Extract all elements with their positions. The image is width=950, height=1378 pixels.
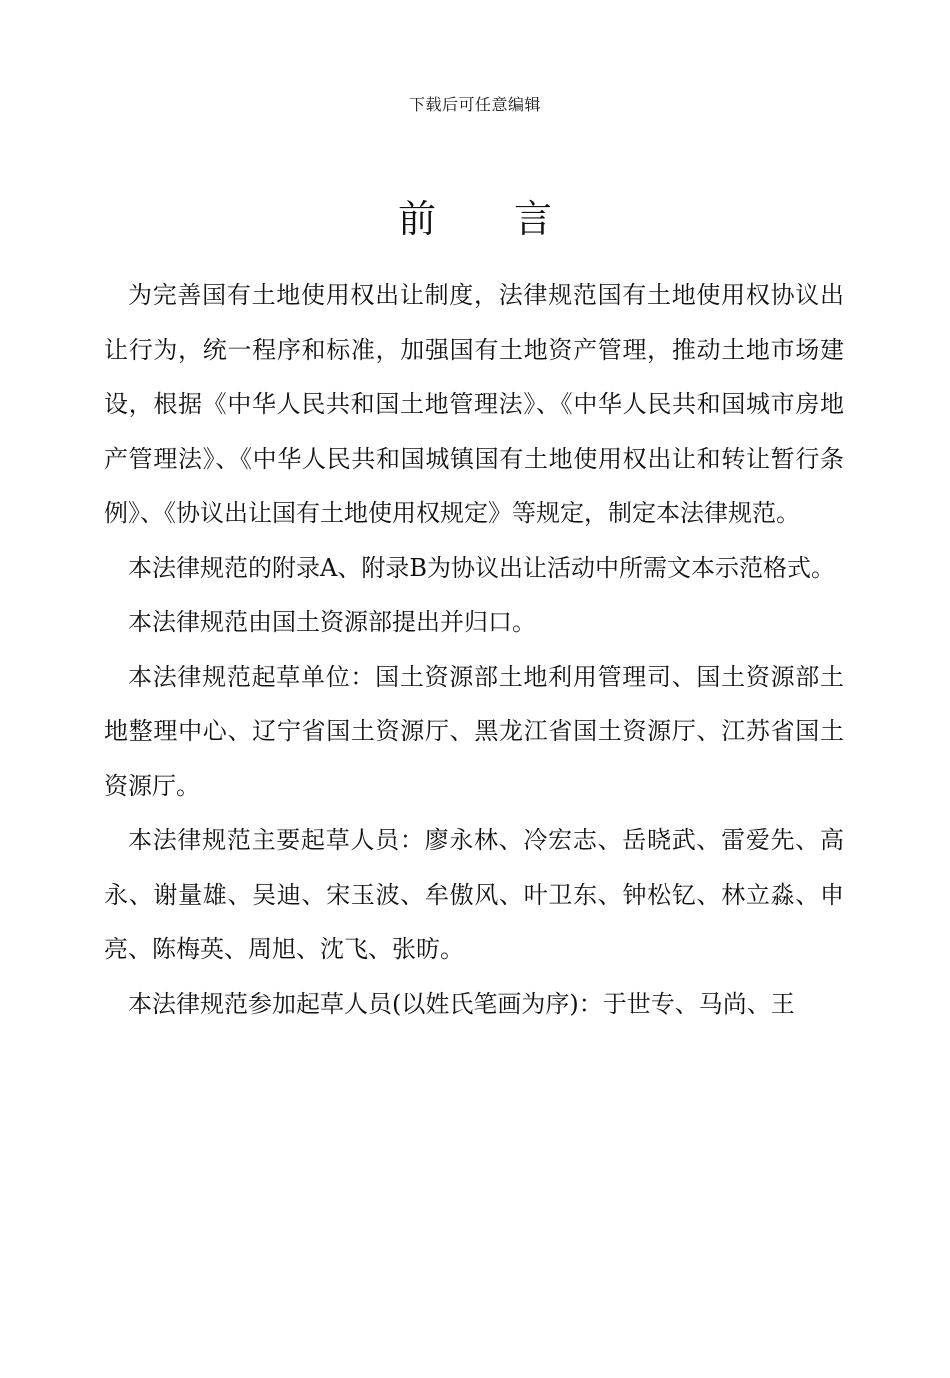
- body-text: [104, 268, 844, 1031]
- page-title: [0, 188, 950, 243]
- paragraph-purpose: 为完善国有土地使用权出让制度，法律规范国有土地使用权协议出让行为，统一程序和标准，加强国有土地资产管理，推动土地市场建设，根据《中华人民共和国土地管理法》、《中华人民共和国城市房地产管理法》、《中华人民共和国城镇国有土地使用权出让和转让暂行条例》、《协议出让国有土地使用权规定》等规定，制定本法律规范。: [104, 281, 844, 527]
- paragraph-drafting-units: 本法律规范起草单位：国土资源部土地利用管理司、国土资源部土地整理中心、辽宁省国土资源厅、黑龙江省国土资源厅、江苏省国土资源厅。: [104, 662, 844, 800]
- paragraph-main-drafters: 本法律规范主要起草人员：廖永林、冷宏志、岳晓武、雷爱先、高永、谢量雄、吴迪、宋玉波、牟傲风、叶卫东、钟松钇、林立淼、申亮、陈梅英、周旭、沈飞、张昉。: [104, 826, 844, 963]
- header-note: 下载后可任意编辑: [408, 95, 541, 114]
- paragraph-proposer: 本法律规范由国土资源部提出并归口。: [128, 608, 536, 636]
- title-char-left: 前: [397, 197, 436, 241]
- title-char-right: 言: [514, 197, 553, 241]
- paragraph-appendix: 本法律规范的附录A、附录B为协议出让活动中所需文本示范格式。: [128, 553, 835, 582]
- paragraph-participating-drafters: 本法律规范参加起草人员(以姓氏笔画为序)：于世专、马尚、王: [128, 989, 795, 1018]
